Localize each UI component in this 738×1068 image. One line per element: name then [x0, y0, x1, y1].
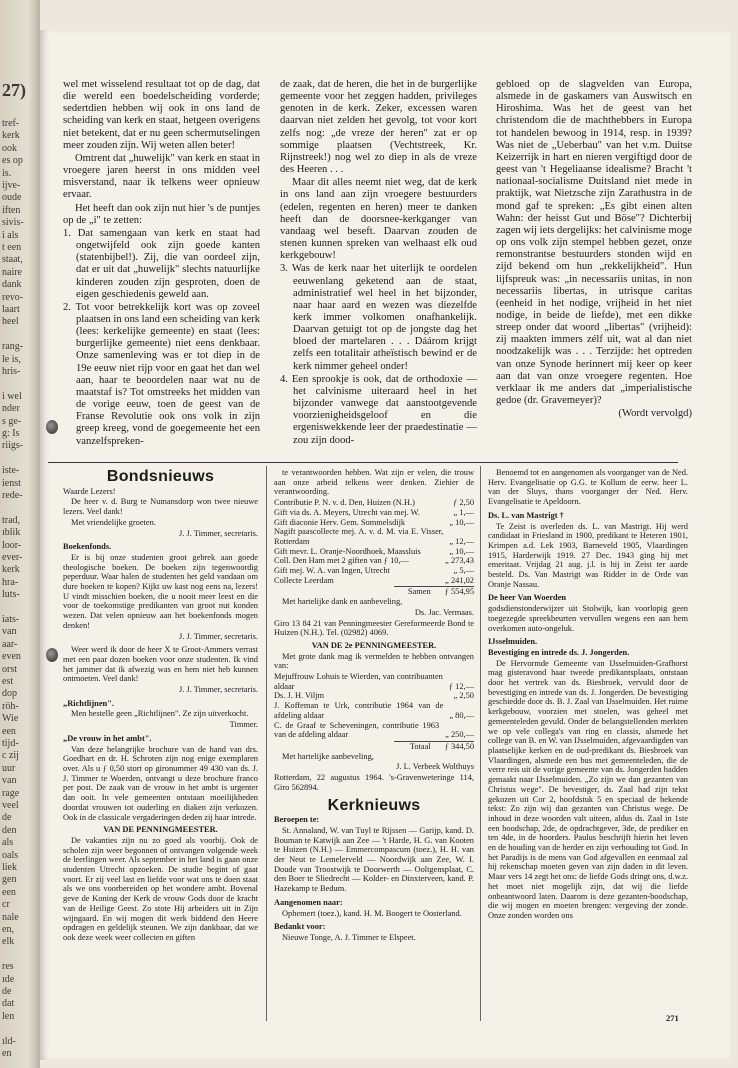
- left-page-text-fragment: tref-: [2, 118, 20, 129]
- donation-list: [274, 672, 474, 740]
- heading-vrouw-ambt: „De vrouw in het ambt".: [63, 733, 152, 743]
- left-page-text-fragment: als: [2, 837, 14, 849]
- heading-boekenfonds: Boekenfonds.: [63, 542, 112, 552]
- left-page-text-fragment: kerk: [2, 564, 20, 576]
- news-paragraph: Met hartelijke aanbeveling,: [282, 751, 374, 761]
- donation-label: Mejuffrouw Lohuis te Wierden, van contribuanten aldaar: [274, 672, 443, 691]
- left-page-text-fragment: nder: [2, 403, 20, 415]
- left-page-text-fragment: uur: [2, 762, 16, 774]
- left-page-text-fragment: dank: [2, 279, 22, 291]
- verantwoording-column: [274, 468, 474, 944]
- donation-label: Gift diaconie Herv. Gem. Sommelsdijk: [274, 517, 406, 527]
- greeting: Waarde Lezers!: [63, 486, 116, 496]
- left-page-text-fragment: riigs-: [2, 440, 24, 452]
- left-page-text-fragment: ıde: [2, 973, 15, 985]
- left-page-text-fragment: ıblik: [2, 527, 21, 539]
- left-page-text-fragment: ijve-: [2, 180, 21, 191]
- left-page-text-fragment: Wie: [2, 713, 19, 725]
- news-paragraph: Weer werd ik door de heer X te Groot-Ammers verrast met een paar dozen boeken voor onze studenten. Ik vind het jammer dat ik afwezig was en hem niet heb kunnen ontmoeten. Veel dank!: [63, 645, 258, 684]
- left-page-text-fragment: laart: [2, 304, 20, 315]
- heading-bedankt: Bedankt voor:: [274, 922, 326, 932]
- signature: J. J. Timmer, secretaris.: [179, 685, 258, 695]
- donation-row: [274, 556, 474, 566]
- donation-label: Ds. J. H. Viljm: [274, 691, 325, 701]
- donation-amount: „ 1,—: [453, 507, 474, 517]
- news-paragraph: De heer v. d. Burg te Numansdorp won twee nieuwe lezers. Veel dank!: [63, 497, 258, 517]
- left-page-text-fragment: es op: [2, 155, 23, 167]
- news-paragraph: Men bestelle geen „Richtlijnen". Ze zijn uitverkocht.: [71, 709, 249, 719]
- donation-label: Gift mej. W. A. van Ingen, Utrecht: [274, 566, 390, 576]
- news-paragraph: Rotterdam, 22 augustus 1964. 's-Gravenweteringe 114, Giro 562894.: [274, 773, 474, 792]
- left-page-text-fragment: rede-: [2, 490, 23, 501]
- left-page-text-fragment: len: [2, 1010, 15, 1022]
- donation-label: J. Koffeman te Urk, contributie 1964 van de afdeling aldaar: [274, 701, 444, 720]
- news-paragraph: Giro 13 84 21 van Penningmeester Gereformeerde Bond te Huizen (N.H.). Tel. (02982) 4069.: [274, 618, 474, 638]
- left-page-edge: [0, 0, 40, 1068]
- left-page-text-fragment: hra-: [2, 576, 19, 588]
- article-column-2: [280, 79, 477, 448]
- left-page-text-fragment: res: [2, 961, 14, 973]
- left-page-text-fragment: naire: [2, 266, 22, 278]
- article-list-item: 4. Een sprookje is ook, dat de orthodoxie — het calvinisme uiteraard heel in het bijzonder vanwege dat aanstootgevende voorzienigheidsgeloof en die ergeniswekkende leer der praedestinatie — zou zijn dood-: [280, 373, 477, 446]
- kerknieuws-right-column: [488, 468, 688, 922]
- left-page-text-fragment: rage: [2, 787, 20, 799]
- left-page-text-fragment: kerk: [2, 130, 20, 142]
- left-page-text-fragment: iats-: [2, 614, 20, 625]
- donation-amount: „ 5,—: [453, 566, 474, 576]
- news-paragraph: Met grote dank mag ik vermelden te hebben ontvangen van:: [274, 651, 474, 671]
- left-page-text-fragment: röh-: [2, 700, 19, 712]
- signature: J. J. Timmer, secretaris.: [179, 631, 258, 641]
- section-divider: [48, 462, 678, 463]
- donation-amount: „ 250,—: [445, 730, 474, 740]
- article-paragraph: wel met wisselend resultaat tot op de dag, dat die wereld een boedelscheiding vorderde; sedertdien hebben wij ook in ons land de scheiding van kerk en staat, hetgeen overigens niet betekent, dat er nu geen schermutselingen meer zouden zijn. Wij weten allen beter!: [63, 79, 260, 151]
- donation-amount: „ 2,50: [453, 691, 474, 701]
- left-page-text-fragment: staat,: [2, 254, 23, 266]
- news-paragraph: Er is bij onze studenten groot gebrek aan goede theologische boeken. De boeken zijn tegenwoordig peperduur. Waar halen de studenten het geld vandaan om dure boeken te kopen? Kijkt uw kast nog eens na, lezers! U vindt misschien boeken, die u nooit meer leest en die voor de toekomstige predikanten van groot nut konden wezen. Dat velen opnieuw aan het boekenfonds mogen denken!: [63, 552, 258, 630]
- news-paragraph: St. Annaland, W. van Tuyl te Rijssen — Garijp, kand. D. Bouman te Katwijk aan Zee — 't Harde, H. G. van Kooten te Huizen (N.H.) — Emmercompascum (toez.), H. H. van der Neut te Lemelerveld — Noordwijk aan Zee, W. I. Doude van Troostwijk te Doorwerth — Ooltgensplaat, C. den Boer te Sliedrecht — Kolder- en Dinxterveen, kand. P. Hazekamp te Bedum.: [274, 825, 474, 894]
- news-paragraph: Benoemd tot en aangenomen als voorganger van de Ned. Herv. Evangelisatie op G.G. te Kollum de eerw. heer L. van der Sluys, thans voorganger der Ned. Herv. Evangelisatie te Apeldoorn.: [488, 468, 688, 507]
- binding-hole: [46, 648, 58, 662]
- news-paragraph: Met vriendelijke groeten.: [71, 517, 156, 527]
- donation-label: Contributie P. N. v. d. Den, Huizen (N.H.): [274, 498, 415, 508]
- article-paragraph: Omtrent dat „huwelijk" van kerk en staat in vroegere jaren heerst in ons midden veel misverstand, naar ik telkens weer opnieuw ervaar.: [63, 152, 260, 201]
- donation-amount: ƒ 2,50: [453, 498, 474, 508]
- news-paragraph: Te Zeist is overleden ds. L. van Mastrigt. Hij werd candidaat in Friesland in 1900, predikant te Heteren 1901, Krimpen a.d. Lek 1903, Barneveld 1905, Vlaardingen 1915, Harderwijk 1919. 27 Dec. 1943 ging hij met emeritaat. Vrijdag 21 aug. j.l. is hij in Zeist ter aarde besteld. Ds. Van Mastrigt was Ridder in de Orde van Oranje Nassau.: [488, 521, 688, 589]
- left-page-text-fragment: trad,: [2, 514, 21, 526]
- news-paragraph: De Hervormde Gemeente van IJsselmuiden-Grafhorst mag gisteravond haar tweede predikantsplaats, ontstaan door het vertrek van ds. Biesbroek, vervuld door de bevestiging en intrede van ds. J. Jongerden. De bevestiging geschiedde door ds. B. J. Zaal van IJsselmuiden. Het ruime kerkgebouw, voorzien met stoelen, was geheel met gemeenteleden gevuld. Onder de belangstellenden merkten we op vele collega's van ring en classis, alsmede het college van B. en W. van IJsselmuiden, afgevaardigden van plaatselijke kerken en de oud-predikant ds. Biesbroek van Vlaardingen, alsmede een bus met gemeenteleden, die de verre reis uit de vorige gemeente van ds. Jongerden hadden gemaakt naar IJsselmuiden. „Zo zijn we dan gezanten van Christus wege". De bevestiger, ds. Zaal had zijn tekst gekozen uit Cor 2, hoofdstuk 5 en speciaal de bekende tekst: Zo zijn wij dan gezanten van Christus wege. De inhoud in deze woorden valt uiteen, aldus ds. Zaal in 1ste een boodschap, 2de, de opdrachtgever, 3de, de prediker en ten 4de, in de hoorders. Paulus beschrijft hierin het leven en de houding van de herder en zijn verhouding tot God. In het Paradijs is de mens van God afgevallen en eenmaal zal hij rekenschap moeten geven van zijn daden in dit leven. Maar vers 14 zegt het ons: de liefde Gods dringt ons, d.w.z. het moet niet mogelijk zijn, dat wij die liefde onbeantwoord laten. Daarom is deze gezanten-boodschap, die wij mogen en moeten brengen: vergeving der zonde. Onze zonden worden ons: [488, 658, 688, 920]
- left-page-text-fragment: aar-: [2, 638, 18, 650]
- left-page-text-fragment: van: [2, 626, 17, 638]
- news-paragraph: Nieuwe Tonge, A. J. Timmer te Elspeet.: [282, 932, 416, 942]
- left-page-text-fragment: een: [2, 886, 16, 898]
- signature: J. J. Timmer, secretaris.: [179, 528, 258, 538]
- left-page-text-fragment: iften: [2, 204, 21, 216]
- news-paragraph: De vakanties zijn nu zo goed als voorbij. Ook de scholen zijn weer begonnen of ontvangen volgende week de leerlingen weer. Als september in het land is gaan onze studenten Utrecht opzoeken. De studie begint of gaat voort. Er zij veel last en liefde voor wat ons te doen staat als we ons voorbereiden op het wondere ambt. Bovenal geve de Koning der Kerk de vrouw Gods door de kracht van de Heilige Geest. Zo stote Hij arbeiders uit in Zijn wijngaard. En wij mogen dit werk biddend den Heere opdragen en geldelijk steunen. We zijn dankbaar, dat we ook deze week weer collecten en giften: [63, 835, 258, 942]
- heading-2e-penningmeester: VAN DE 2e PENNINGMEESTER.: [311, 640, 437, 650]
- left-page-text-fragment: loor-: [2, 539, 22, 551]
- donation-row: [274, 508, 474, 518]
- heading-woerden: De heer Van Woerden: [488, 593, 567, 603]
- heading-penningmeester: VAN DE PENNINGMEESTER.: [103, 825, 218, 835]
- article-list-item: 3. Was de kerk naar het uiterlijk te oordelen eeuwenlang geketend aan de staat, administratief wel heel in het bijzonder, naar haar aard en wezen was diezelfde kerk immer volkomen onafhankelijk. Daarvan getuigt tot op de jongste dag het bloed der martelaren . . . Dáárom krijgt zelfs een totalitair atheïstisch bewind er de kerk nimmer geheel onder!: [280, 263, 477, 372]
- donation-amount: „ 10,—: [449, 546, 474, 556]
- left-page-text-fragment: ever-: [2, 552, 23, 563]
- donation-label: Coll. Den Ham met 2 giften van ƒ 10,—: [274, 556, 409, 566]
- left-page-text-fragment: van: [2, 775, 17, 787]
- signature: J. L. Verbeek Wolthuys: [396, 762, 474, 772]
- article-paragraph: gebloed op de slagvelden van Europa, alsmede in de gaskamers van Auswitsch en Hiroshima. Was het de geest van het christendom die de machthebbers in Europa tot handelen bewoog in 1914, resp. in 1939? Was niet de „Ueberbau" van het v.m. Duitse Keizerrijk in hart en nieren vergiftigd door de geest van 't Hegeliaanse idealisme? Bracht 't nationaal-socialisme Duitsland niet mede in praktijk, wat Nietzsche zijn Zarathustra in de mond gaf te spreken: „Es gibt einen alten Wahn: der heisst Gut und Böse"? Dichterbij zagen wij iets dergelijks: het calvinisme moge op ons volk zijn stempel hebben gezet, onze remonstrantse bestuurders stonden wijd en zijd bekend om hun „rekkelijkheid". Hun lijfspreuk was: „in necessariis unitas, in non necessariis libertas, in utrisque caritas (eenheid in het nodige, vrijheid in het niet nodige, in beide de liefde), met een dikke streep onder dat woord „libertas" (vrijheid): zij maakten immers zélf uit, wat al dan niet noodzakelijk was . . . Terzijde: het optreden van onze Synode herinnert mij keer op keer aan dat van onze vroegere regenten. Hoe verklaar ik me anders dat „imperialistische gedoe (dr. Gravemeyer)?: [496, 79, 692, 407]
- heading-ijsselmuiden: IJsselmuiden.: [488, 637, 538, 647]
- donation-amount: „ 273,43: [445, 556, 474, 566]
- donation-row: [274, 498, 474, 508]
- article-column-1: [63, 79, 260, 449]
- left-page-text-fragment: orst: [2, 663, 17, 675]
- left-page-text-fragment: est: [2, 676, 14, 687]
- left-page-text-fragment: luts-: [2, 589, 20, 601]
- left-page-text-fragment: heel: [2, 316, 19, 328]
- left-page-text-fragment: elk: [2, 936, 15, 948]
- left-page-text-fragment: veel: [2, 800, 19, 811]
- left-page-text-fragment: gen: [2, 874, 17, 886]
- heading-bevestiging: Bevestiging en intrede ds. J. Jongerden.: [488, 647, 630, 657]
- signature: Timmer.: [229, 720, 258, 730]
- article-paragraph: de zaak, dat de heren, die het in de burgerlijke gemeente voor het zeggen hadden, privileges genoten in de kerk. Zeker, excessen waren daarvan niet zelden het gevolg, tot voor kort zelfs nog: „de vreze der heren" zat er op sommige plaatsen (Vechtstreek, Kr. Rijnstreek!) nog wel zo diep in als de vreze des Heeren . . .: [280, 79, 477, 176]
- kerknieuws-title: Kerknieuws: [327, 796, 421, 814]
- donation-amount: „ 241,02: [445, 575, 474, 585]
- donation-label: Nagift paascollecte mej. A. v. d. M. via E. Visser, Rotterdam: [274, 527, 444, 546]
- left-page-text-fragment: sivis-: [2, 217, 24, 229]
- left-page-text-fragment: dat: [2, 998, 15, 1010]
- donation-amount: ƒ 12,—: [448, 681, 474, 691]
- donation-label: Gift via ds. A. Meyers, Utrecht van mej. W.: [274, 507, 420, 517]
- article-list-item: 2. Tot voor betrekkelijk kort was op zoveel plaatsen in ons land een scheiding van kerk (lees: kerkelijke gemeente) en staat (lees: burgerlijke gemeente) niet eens denkbaar. Onze samenleving was er tot diep in de 19e eeuw niet rijp voor en gaat het dan wel aan, haar te beoordelen naar wat nu de maatstaf is? Tot omstreeks het midden van de vorige eeuw, toen de geest van de Franse Revolutie ook ons volk in zijn greep kreeg, vond de goegemeente het een vanzelfspreken-: [63, 301, 260, 447]
- column-rule: [480, 466, 481, 1021]
- donation-amount: „ 10,—: [449, 517, 474, 527]
- donation-row: [274, 721, 474, 740]
- binding-hole: [46, 420, 58, 434]
- heading-beroepen: Beroepen te:: [274, 815, 320, 825]
- left-page-text-fragment: i als: [2, 229, 19, 241]
- left-page-text-fragment: even: [2, 651, 21, 663]
- donation-row: [274, 576, 474, 586]
- left-page-text-fragment: hris-: [2, 366, 21, 377]
- left-page-text-fragment: oude: [2, 192, 22, 204]
- total-row: Samen ƒ 554,95: [394, 586, 474, 597]
- donation-row: [274, 701, 474, 720]
- news-paragraph: Ophemert (toez.), kand. H. M. Boogert te Oosterland.: [282, 908, 462, 918]
- left-page-text-fragment: i wel: [2, 390, 22, 402]
- news-paragraph: Met hartelijke dank en aanbeveling,: [282, 597, 403, 607]
- donation-amount: „ 12,—: [449, 536, 474, 546]
- donation-label: C. de Graaf te Scheveningen, contributie 1963 van de afdeling aldaar: [274, 720, 440, 740]
- left-page-text-fragment: oals: [2, 849, 19, 861]
- donation-row: [274, 566, 474, 576]
- left-page-text-fragment: ıld-: [2, 1035, 16, 1047]
- left-page-text-fragment: ook: [2, 142, 17, 154]
- donation-row: [274, 691, 474, 701]
- left-page-text-fragment: le is,: [2, 353, 21, 365]
- left-page-text-fragment: s ge-: [2, 415, 22, 427]
- heading-aangenomen: Aangenomen naar:: [274, 897, 343, 907]
- total-row: Totaal ƒ 344,50: [394, 741, 474, 752]
- left-page-text-fragment: tijd-: [2, 738, 19, 749]
- left-page-text-fragment: iste-: [2, 465, 20, 477]
- donation-row: [274, 527, 474, 546]
- left-page-text-fragment: een: [2, 725, 16, 737]
- article-column-3: [496, 79, 692, 421]
- donation-row: [274, 518, 474, 528]
- heading-mastrigt: Ds. L. van Mastrigt †: [488, 510, 564, 520]
- left-page-text-fragment: en: [2, 1048, 12, 1059]
- donation-row: [274, 672, 474, 691]
- to-be-continued: (Wordt vervolgd): [618, 408, 692, 420]
- left-page-text-fragment: de: [2, 986, 12, 997]
- left-page-text-fragment: g: Is: [2, 428, 20, 439]
- left-page-text-fragment: cr: [2, 899, 10, 911]
- left-page-text-fragment: is.: [2, 167, 12, 179]
- left-page-text-fragment: rang-: [2, 341, 24, 353]
- left-page-text-fragment: en,: [2, 924, 14, 935]
- left-page-text-fragment: den: [2, 824, 17, 836]
- news-paragraph: godsdienstonderwijzer uit Stolwijk, kan voorlopig geen toegezegde spreekbeurten vervullen wegens een aan hem overkomen auto-ongeluk.: [488, 604, 688, 633]
- article-paragraph: Het heeft dan ook zijn nut hier 's de puntjes op de „i" te zetten:: [63, 202, 260, 226]
- donation-row: [274, 547, 474, 557]
- donation-label: Gift mevr. L. Oranje-Noordhoek, Maassluis: [274, 546, 421, 556]
- donation-amount: „ 80,—: [449, 710, 474, 720]
- left-page-text-fragment: ienst: [2, 477, 21, 489]
- article-paragraph: Maar dit alles neemt niet weg, dat de kerk in ons land aan zijn vroegere bestuurders (edelen, regenten en heren) meer te danken heeft dan de doorsnee-kerkganger van vandaag wel beseft. Daarvan zouden de stenen kunnen spreken van welhaast elk oud kerkgebouw!: [280, 177, 477, 262]
- bondsnieuws-column: [63, 470, 258, 944]
- article-list-item: 1. Dat samengaan van kerk en staat had ongetwijfeld ook zijn goede kanten (statenbijbel!). Zij, die van oordeel zijn, dat er uit dat „huwelijk" slechts natuurlijke kinderen zouden zijn gesproten, doen de eigen geschiedenis geweld aan.: [63, 227, 260, 300]
- left-page-number-fragment: 27): [2, 80, 26, 100]
- news-paragraph: Van deze belangrijke brochure van de hand van drs. Goedhart en dr. H. Schroten zijn nog enige exemplaren over. Als u ƒ 0,50 stort op gironummer 49 430 van ds. J. J. Timmer te Woerden, ontvangt u deze brochure franco per post. De zaak van de vrouw in het ambt is urgenter dan ooit. In vele gemeenten ontstaan moeilijkheden doordat vrouwen tot ouderling en diaken zijn verkozen. Ook in de classicale vergaderingen deden zij haar intrede.: [63, 744, 258, 822]
- left-page-text-fragment: t een: [2, 242, 22, 253]
- left-page-text-fragment: de: [2, 812, 12, 824]
- heading-richtlijnen: „Richtlijnen".: [63, 698, 114, 708]
- left-page-text-fragment: liek: [2, 862, 17, 873]
- column-rule: [266, 466, 267, 1021]
- donation-label: Collecte Leerdam: [274, 575, 334, 585]
- left-page-text-fragment: nale: [2, 911, 19, 923]
- left-page-text-fragment: dop: [2, 688, 17, 700]
- left-page-text-fragment: c zij: [2, 750, 19, 762]
- page-number: 271: [666, 1013, 679, 1023]
- left-page-text-fragment: revo-: [2, 291, 24, 303]
- signature: Ds. Jac. Vermaas.: [414, 607, 474, 617]
- donation-list: [274, 498, 474, 585]
- bondsnieuws-title: Bondsnieuws: [106, 468, 215, 485]
- news-paragraph: te verantwoorden hebben. Wat zijn er velen, die trouw aan onze arbeid telkens weer denken. Ziehier de verantwoording.: [274, 468, 474, 497]
